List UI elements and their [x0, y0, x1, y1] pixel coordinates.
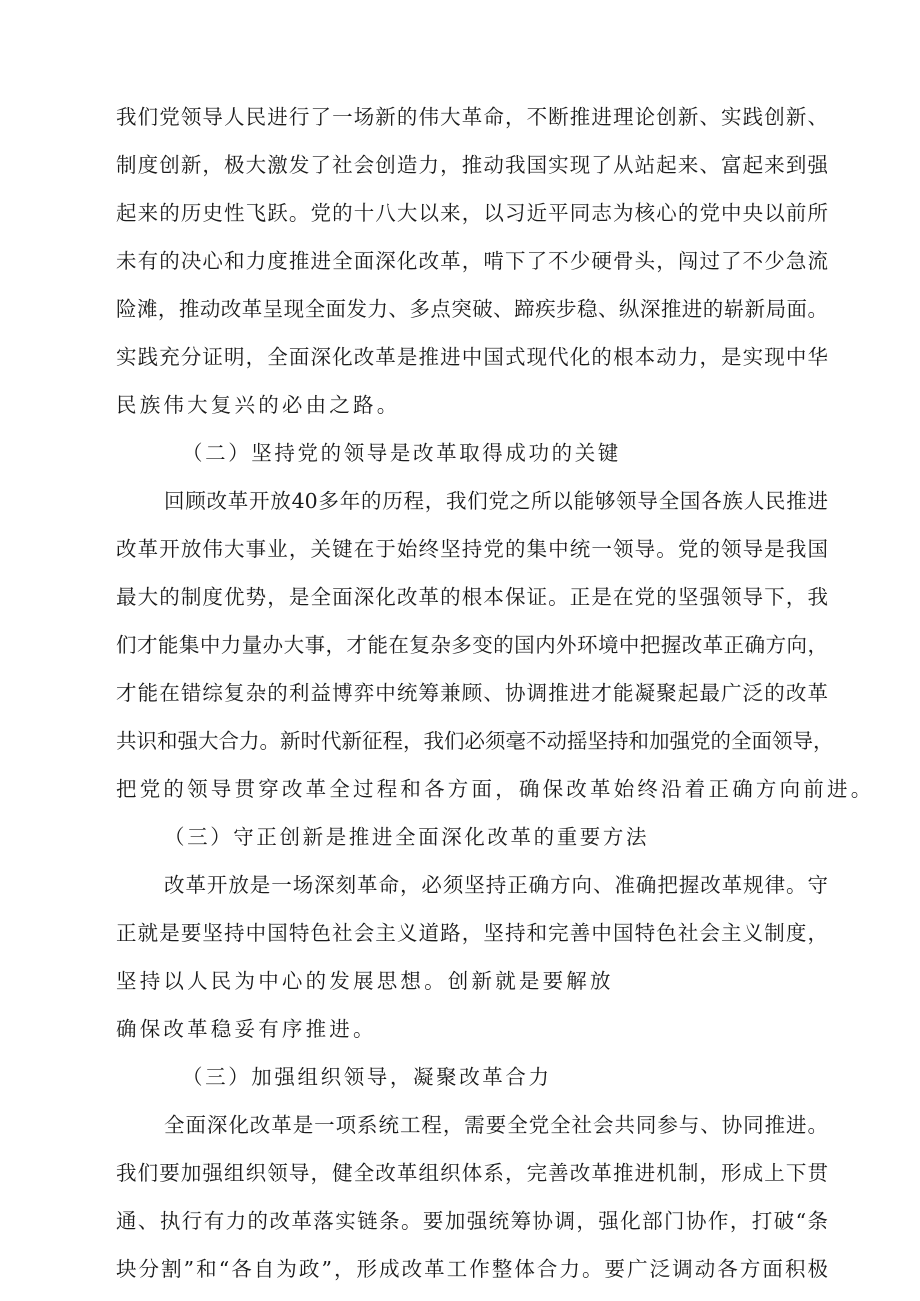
text-line: 确保改革稳妥有序推进。	[116, 1017, 377, 1041]
text-line: 把党的领导贯穿改革全过程和各方面，确保改革始终沿着正确方向前进。	[116, 777, 875, 801]
text-line: 全面深化改革是一项系统工程，需要全党全社会共同参与、协同推进。	[164, 1113, 828, 1137]
text-line: 实践充分证明，全面深化改革是推进中国式现代化的根本动力，是实现中华	[116, 345, 828, 369]
text-line: 我们党领导人民进行了一场新的伟大革命，不断推进理论创新、实践创新、	[116, 105, 828, 129]
text-line: 正就是要坚持中国特色社会主义道路，坚持和完善中国特色社会主义制度，	[116, 921, 828, 945]
text-line: 制度创新，极大激发了社会创造力，推动我国实现了从站起来、富起来到强	[116, 153, 828, 177]
section-heading-3: （三）守正创新是推进全面深化改革的重要方法	[164, 825, 650, 849]
text-line: 未有的决心和力度推进全面深化改革，啃下了不少硬骨头，闯过了不少急流	[116, 249, 828, 273]
text-line: 起来的历史性飞跃。党的十八大以来，以习近平同志为核心的党中央以前所	[116, 201, 828, 225]
text-line: 坚持以人民为中心的发展思想。创新就是要解放	[116, 969, 614, 993]
text-line: 最大的制度优势，是全面深化改革的根本保证。正是在党的坚强领导下，我	[116, 585, 828, 609]
text-line: 我们要加强组织领导，健全改革组织体系，完善改革推进机制，形成上下贯	[116, 1161, 828, 1185]
text-line: 才能在错综复杂的利益博弈中统筹兼顾、协调推进才能凝聚起最广泛的改革	[116, 681, 828, 705]
text-line: 共识和强大合力。新时代新征程，我们必须毫不动摇坚持和加强党的全面领导，	[116, 729, 834, 753]
text-line: 们才能集中力量办大事，才能在复杂多变的国内外环境中把握改革正确方向，	[116, 633, 828, 657]
text-line: 险滩，推动改革呈现全面发力、多点突破、蹄疾步稳、纵深推进的崭新局面。	[116, 297, 828, 321]
text-line: 回顾改革开放40多年的历程，我们党之所以能够领导全国各族人民推进	[164, 489, 828, 513]
text-line: 通、执行有力的改革落实链条。要加强统筹协调，强化部门协作，打破“条	[116, 1209, 828, 1233]
text-line: 改革开放是一场深刻革命，必须坚持正确方向、准确把握改革规律。守	[164, 873, 828, 897]
section-heading-2: （二）坚持党的领导是改革取得成功的关键	[182, 441, 621, 465]
text-line: 块分割”和“各自为政”，形成改革工作整体合力。要广泛调动各方面积极	[116, 1257, 828, 1281]
text-line: 民族伟大复兴的必由之路。	[116, 393, 401, 417]
text-line: 改革开放伟大事业，关键在于始终坚持党的集中统一领导。党的领导是我国	[116, 537, 828, 561]
section-heading-4: （三）加强组织领导，凝聚改革合力	[182, 1065, 552, 1089]
